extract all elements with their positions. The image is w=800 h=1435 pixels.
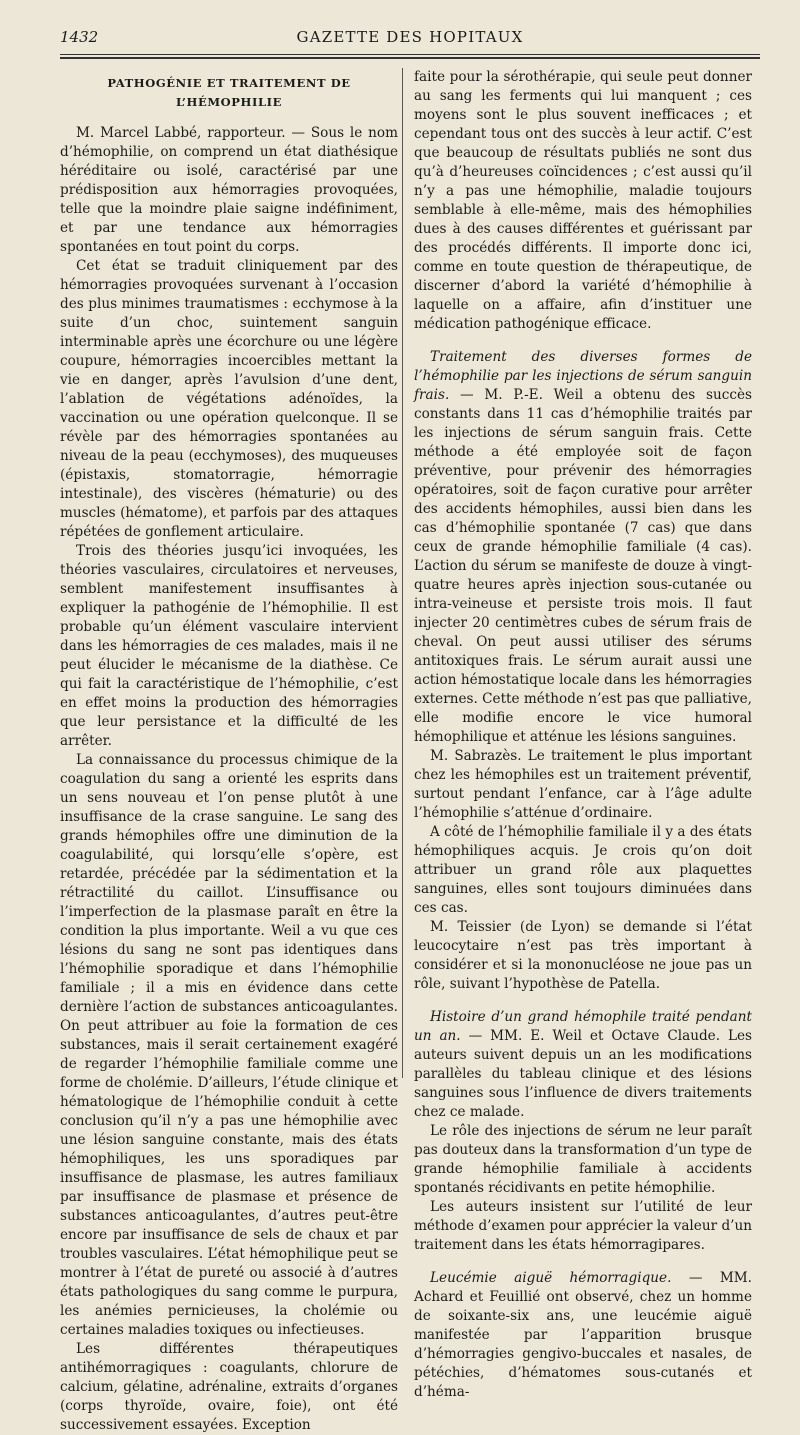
paragraph: Les différentes thérapeutiques antihémorragiques : coagulants, chlorure de calcium, gélatine, adrénaline, extraits d’organes (corps thyroïde, ovaire, foie), ont été successivement essayées. Exception [60, 1341, 398, 1433]
section-title: PATHOGÉNIE ET TRAITEMENT DE L’HÉMOPHILIE [107, 76, 351, 109]
header-rule [60, 54, 760, 55]
paragraph: La connaissance du processus chimique de la coagulation du sang a orienté les esprits dans un sens nouveau et l’on pense plutôt à une insuffisance de la crase sanguine. Le sang des grands hémophiles offre une diminution de la coagulabilité, qui lorsqu’elle s’opère, est retardée, précédée par la sédimentation et la rétractilité du caillot. L’insuffisance ou l’imperfection de la plasmase paraît en être la condition la plus importante. Weil a vu que ces lésions du sang ne sont pas identiques dans l’hémophilie sporadique et dans l’hémophilie familiale ; il a mis en évidence dans cette dernière l’action de substances anticoagulantes. On peut attribuer au foie la formation de ces substances, mais il serait certainement exagéré de regarder l’hémophilie familiale comme une forme de cholémie. D’ailleurs, l’étude clinique et hématologique de l’hémophilie conduit à cette conclusion qu’il n’y a pas une hémophilie avec une lésion sanguine constante, mais des états hémophiliques, les uns sporadiques par insuffisance de plasmase, les autres familiaux par insuffisance de plasmase et présence de substances anticoagulantes, d’autres peut-être encore par insuffisance de sels de chaux et par troubles vasculaires. L’état hémophilique peut se montrer à l’état de pureté ou associé à d’autres états pathologiques du sang comme le purpura, les anémies pernicieuses, la cholémie ou certaines maladies toxiques ou infectieuses. [60, 752, 398, 1338]
subsection-title: Traitement des diverses formes de l’hémophilie par les injections de sérum sanguin frais. [414, 349, 752, 403]
journal-title: GAZETTE DES HOPITAUX [296, 28, 524, 46]
paragraph: Les auteurs insistent sur l’utilité de leur méthode d’examen pour apprécier la valeur d’un traitement dans les états hémorragipares. [414, 1199, 752, 1253]
subsection-body: — MM. E. Weil et Octave Claude. Les auteurs suivent depuis un an les modifications parallèles du tableau clinique et des lésions sanguines sous l’influence de divers traitements chez ce malade. [414, 1028, 753, 1120]
right-column [414, 68, 752, 1402]
subsection-body: — M. P.-E. Weil a obtenu des succès constants dans 11 cas d’hémophilie traités par les injections de sérum sanguin frais. Cette méthode a été employée soit de façon préventive, pour prévenir des hémorragies opératoires, soit de façon curative pour arrêter des accidents hémophiles, aussi bien dans les cas d’hémophilie spontanée (7 cas) que dans ceux de grande hémophilie familiale (4 cas). L’action du sérum se manifeste de douze à vingt-quatre heures après injection sous-cutanée ou intra-veineuse et persiste trois mois. Il faut injecter 20 centimètres cubes de sérum frais de cheval. On peut aussi utiliser des sérums antitoxiques frais. Le sérum aurait aussi une action hémostatique locale dans les hémorragies externes. Cette méthode n’est pas que palliative, elle modifie encore le vice humoral hémophilique et atténue les lésions sanguines. [414, 387, 752, 745]
subsection-paragraph [414, 348, 752, 747]
subsection-title: Histoire d’un grand hémophile traité pendant un an. [414, 1009, 752, 1044]
paragraph: Le rôle des injections de sérum ne leur paraît pas douteux dans la transformation d’un type de grande hémophilie familiale à accidents spontanés récidivants en petite hémophilie. [414, 1123, 752, 1196]
paragraph: M. Sabrazès. Le traitement le plus important chez les hémophiles est un traitement préventif, surtout pendant l’enfance, car à l’âge adulte l’hémophilie s’atténue d’ordinaire. [414, 748, 752, 821]
paragraph: faite pour la sérothérapie, qui seule peut donner au sang les ferments qui lui manquent ; ces moyens sont le plus souvent inefficaces ; et cependant tous ont des succès à leur actif. C’est que beaucoup de résultats publiés ne sont dus qu’à d’heureuses coïncidences ; c’est aussi qu’il n’y a pas une hémophilie, maladie toujours semblable à elle-même, mais des hémophilies dues à des causes différentes et guérissant par des procédés différents. Il importe donc ici, comme en toute question de thérapeutique, de discerner d’abord la variété d’hémophilie à laquelle on a affaire, afin d’instituer une médication pathogénique efficace. [414, 69, 752, 332]
paragraph: A côté de l’hémophilie familiale il y a des états hémophiliques acquis. Je crois qu’on doit attribuer un grand rôle aux plaquettes sanguines, elles sont toujours diminuées dans ces cas. [414, 824, 752, 916]
subsection-paragraph [414, 1269, 752, 1402]
paragraph: M. Teissier (de Lyon) se demande si l’état leucocytaire n’est pas très important à considérer et si la mononucléose ne joue pas un rôle, suivant l’hypothèse de Patella. [414, 919, 752, 992]
subsection-paragraph [414, 1008, 752, 1122]
header-rule-double [60, 57, 760, 59]
paragraph: M. Marcel Labbé, rapporteur. — Sous le nom d’hémophilie, on comprend un état diathésique héréditaire ou isolé, caractérisé par une prédisposition aux hémorragies provoquées, telle que la moindre plaie saigne indéfiniment, et par une tendance aux hémorragies spontanées en tout point du corps. [60, 125, 398, 255]
page-header [60, 28, 760, 50]
subsection-title: Leucémie aiguë hémorragique. [430, 1270, 672, 1286]
subsection-body: — MM. Achard et Feuillié ont observé, chez un homme de soixante-six ans, une leucémie aiguë manifestée par l’apparition brusque d’hémorragies gengivo-buccales et nasales, de pétéchies, d’hématomes sous-cutanés et d’héma- [414, 1270, 752, 1400]
column-divider [402, 68, 403, 1078]
left-column [60, 68, 398, 1435]
paragraph: Cet état se traduit cliniquement par des hémorragies provoquées survenant à l’occasion des plus minimes traumatismes : ecchymose à la suite d’un choc, suintement sanguin interminable après une écorchure ou une légère coupure, hémorragies incoercibles mettant la vie en danger, après l’avulsion d’une dent, l’ablation de végétations adénoïdes, la vaccination ou une opération quelconque. Il se révèle par des hémorragies spontanées au niveau de la peau (ecchymoses), des muqueuses (épistaxis, stomatorragie, hémorragie intestinale), des viscères (hématurie) ou des muscles (hématome), et parfois par des attaques répétées de gonflement articulaire. [60, 258, 398, 540]
paragraph: Trois des théories jusqu’ici invoquées, les théories vasculaires, circulatoires et nerveuses, semblent manifestement insuffisantes à expliquer la pathogénie de l’hémophilie. Il est probable qu’un élément vasculaire intervient dans les hémorragies de ces malades, mais il ne peut élucider le mécanisme de la diathèse. Ce qui fait la caractéristique de l’hémophilie, c’est en effet moins la production des hémorragies que leur persistance et la difficulté de les arrêter. [60, 543, 398, 749]
page-number: 1432 [60, 28, 99, 46]
